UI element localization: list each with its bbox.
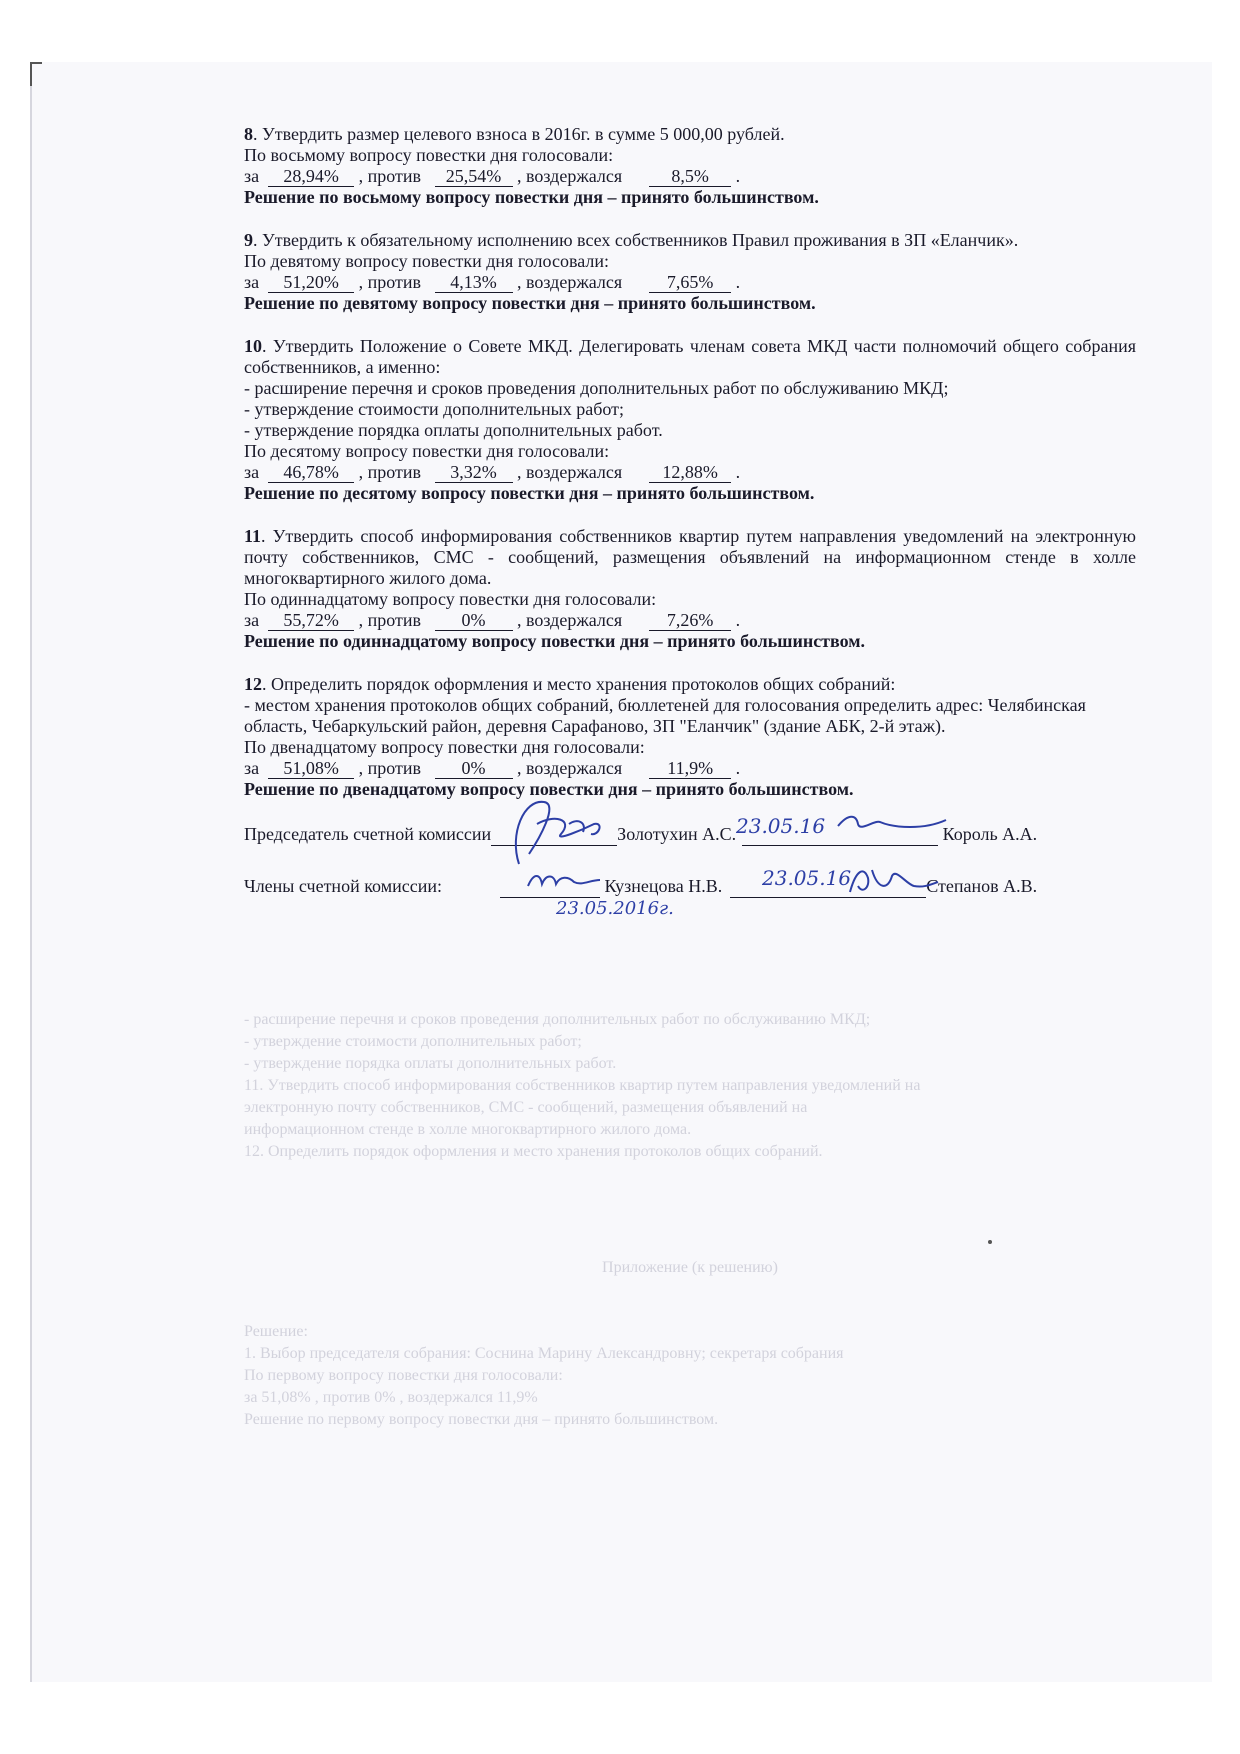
vote-abstained-label: , воздержался: [517, 758, 623, 778]
corner-mark: [30, 62, 42, 86]
vote-abstained-label: , воздержался: [517, 610, 623, 630]
chair-name-1: Золотухин А.С.: [617, 824, 737, 844]
vote-end: .: [735, 272, 741, 292]
chair-label: Председатель счетной комиссии: [244, 824, 492, 844]
vote-intro: По восьмому вопросу повестки дня голосовали:: [244, 145, 614, 165]
vote-abstained-value: 7,26%: [649, 611, 731, 631]
chair-date-handwritten: 23.05.16: [736, 814, 826, 838]
item-text: . Утвердить размер целевого взноса в 2016г. в сумме 5 000,00 рублей.: [253, 124, 785, 144]
vote-line: [244, 462, 1136, 483]
vote-for-label: за: [244, 166, 260, 186]
show-through-line: 1. Выбор председателя собрания: Соснина Марину Александровну; секретаря собрания: [244, 1345, 844, 1362]
vote-abstained-label: , воздержался: [517, 272, 623, 292]
agenda-item-12: [244, 674, 1136, 800]
show-through-line: 12. Определить порядок оформления и место хранения протоколов общих собраний.: [244, 1143, 823, 1160]
show-through-line: 11. Утвердить способ информирования собственников квартир путем направления уведомлений на: [244, 1077, 921, 1094]
agenda-item-10: [244, 336, 1136, 504]
decision-text: Решение по двенадцатому вопросу повестки дня – принято большинством.: [244, 779, 854, 799]
chair-signature-scribble: [499, 794, 629, 877]
member-name-1: Кузнецова Н.В.: [604, 876, 723, 896]
vote-intro: По одиннадцатому вопросу повестки дня голосовали:: [244, 589, 657, 609]
vote-intro: По двенадцатому вопросу повестки дня голосовали:: [244, 737, 645, 757]
vote-against-value: 4,13%: [435, 273, 513, 293]
show-through-line: информационном стенде в холле многоквартирного жилого дома.: [244, 1121, 692, 1138]
members-label: Члены счетной комиссии:: [244, 876, 442, 896]
item-text: . Утвердить к обязательному исполнению всех собственников Правил проживания в ЗП «Еланчик».: [253, 230, 1019, 250]
vote-against-label: , против: [358, 166, 422, 186]
item-number: 8: [244, 124, 253, 144]
chair-name-2: Король А.А.: [942, 824, 1038, 844]
show-through-line: за 51,08% , против 0% , воздержался 11,9%: [244, 1389, 538, 1406]
vote-against-label: , против: [358, 462, 422, 482]
list-item: - расширение перечня и сроков проведения дополнительных работ по обслуживанию МКД;: [244, 378, 949, 398]
vote-against-value: 0%: [435, 611, 513, 631]
signature-block: [244, 814, 1136, 964]
item-number: 9: [244, 230, 253, 250]
member-date-handwritten-2: 23.05.2016г.: [556, 898, 674, 919]
vote-intro: По десятому вопросу повестки дня голосовали:: [244, 441, 610, 461]
member-2-signature-scribble: [844, 860, 940, 905]
vote-abstained-label: , воздержался: [517, 166, 623, 186]
show-through-line: - утверждение стоимости дополнительных работ;: [244, 1033, 582, 1050]
decision-text: Решение по десятому вопросу повестки дня – принято большинством.: [244, 483, 815, 503]
show-through-line: - утверждение порядка оплаты дополнительных работ.: [244, 1055, 617, 1072]
decision-text: Решение по одиннадцатому вопросу повестки дня – принято большинством.: [244, 631, 866, 651]
decision-text: Решение по восьмому вопросу повестки дня – принято большинством.: [244, 187, 819, 207]
member-name-2: Степанов А.В.: [926, 876, 1038, 896]
vote-intro: По девятому вопросу повестки дня голосовали:: [244, 251, 609, 271]
vote-end: .: [735, 462, 741, 482]
vote-against-value: 0%: [435, 759, 513, 779]
item-text: . Определить порядок оформления и место хранения протоколов общих собраний:: [262, 674, 896, 694]
vote-line: [244, 272, 1136, 293]
item-number: 12: [244, 674, 262, 694]
vote-line: [244, 166, 1136, 187]
list-item: - утверждение стоимости дополнительных работ;: [244, 399, 625, 419]
show-through-line: По первому вопросу повестки дня голосовали:: [244, 1367, 563, 1384]
vote-against-label: , против: [358, 272, 422, 292]
item-number: 10: [244, 336, 262, 356]
show-through-line: - расширение перечня и сроков проведения дополнительных работ по обслуживанию МКД;: [244, 1011, 871, 1028]
agenda-item-8: [244, 124, 1136, 208]
vote-for-value: 46,78%: [268, 463, 354, 483]
list-item: - местом хранения протоколов общих собраний, бюллетеней для голосования определить адрес: Челябинская область, Чебаркульский район, деревня Сарафаново, ЗП "Еланчик" (здание АБК, 2-й этаж).: [244, 695, 1086, 736]
chair-date-scribble: [834, 808, 954, 847]
vote-for-label: за: [244, 758, 260, 778]
vote-for-label: за: [244, 272, 260, 292]
item-text: . Утвердить Положение о Совете МКД. Делегировать членам совета МКД части полномочий общего собрания собственников, а именно:: [244, 336, 1136, 377]
vote-against-value: 3,32%: [435, 463, 513, 483]
vote-against-value: 25,54%: [435, 167, 513, 187]
item-text: . Утвердить способ информирования собственников квартир путем направления уведомлений на электронную почту собственников, СМС - сообщений, размещения объявлений на информационном стенде в холле многоквартирного жилого дома.: [244, 526, 1136, 588]
protocol-body: [244, 124, 1136, 964]
show-through-line: Решение:: [244, 1323, 308, 1340]
member-date-handwritten: 23.05.16: [762, 866, 852, 890]
vote-against-label: , против: [358, 610, 422, 630]
item-number: 11: [244, 526, 262, 546]
show-through-line: электронную почту собственников, СМС - сообщений, размещения объявлений на: [244, 1099, 808, 1116]
vote-abstained-label: , воздержался: [517, 462, 623, 482]
show-through-line: Приложение (к решению): [602, 1259, 778, 1276]
vote-end: .: [735, 166, 741, 186]
vote-against-label: , против: [358, 758, 422, 778]
vote-for-value: 55,72%: [268, 611, 354, 631]
decision-text: Решение по девятому вопросу повестки дня – принято большинством.: [244, 293, 816, 313]
show-through-line: Решение по первому вопросу повестки дня – принято большинством.: [244, 1411, 719, 1428]
vote-line: [244, 610, 1136, 631]
agenda-item-11: [244, 526, 1136, 652]
vote-for-label: за: [244, 610, 260, 630]
vote-for-label: за: [244, 462, 260, 482]
vote-abstained-value: 11,9%: [649, 759, 731, 779]
vote-end: .: [735, 758, 741, 778]
vote-abstained-value: 12,88%: [649, 463, 731, 483]
vote-abstained-value: 8,5%: [649, 167, 731, 187]
member-signature-scribble: [524, 866, 604, 901]
ink-dot: [988, 1240, 992, 1244]
vote-end: .: [735, 610, 741, 630]
list-item: - утверждение порядка оплаты дополнительных работ.: [244, 420, 663, 440]
vote-for-value: 51,08%: [268, 759, 354, 779]
vote-line: [244, 758, 1136, 779]
agenda-item-9: [244, 230, 1136, 314]
vote-for-value: 51,20%: [268, 273, 354, 293]
vote-for-value: 28,94%: [268, 167, 354, 187]
vote-abstained-value: 7,65%: [649, 273, 731, 293]
